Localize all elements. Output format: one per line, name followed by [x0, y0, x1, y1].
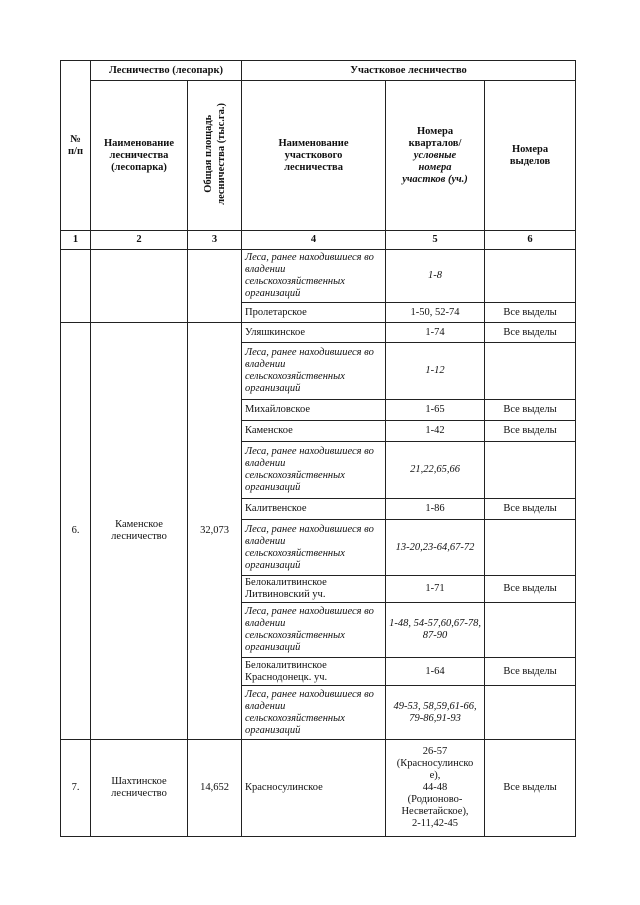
cell-quarters: 49-53, 58,59,61-66, 79-86,91-93 — [386, 686, 485, 740]
cell-district: Леса, ранее находившиеся во владении сельскохозяйственных организаций — [242, 520, 386, 576]
cell-quarters: 13-20,23-64,67-72 — [386, 520, 485, 576]
colnum-1: 1 — [61, 231, 91, 250]
cell-district: Белокалитвинское Литвиновский уч. — [242, 576, 386, 603]
colnum-2: 2 — [91, 231, 188, 250]
cell-sections: Все выделы — [485, 323, 576, 343]
cell-quarters: 1-64 — [386, 658, 485, 686]
cell-quarters: 1-50, 52-74 — [386, 303, 485, 323]
colnum-4: 4 — [242, 231, 386, 250]
forestry-register-table — [60, 60, 576, 837]
cell-quarters: 1-71 — [386, 576, 485, 603]
header-quarters: Номера кварталов/ условные номера участков (уч.) — [386, 81, 485, 231]
cell-district: Пролетарское — [242, 303, 386, 323]
cell-district: Калитвенское — [242, 499, 386, 520]
cell-quarters: 1-8 — [386, 250, 485, 303]
cell-district: Белокалитвинское Краснодонецк. уч. — [242, 658, 386, 686]
cell-quarters: 26-57 (Красносулинско e), 44-48 (Родионово- Несветайское), 2-11,42-45 — [386, 740, 485, 837]
cell-district: Леса, ранее находившиеся во владении сельскохозяйственных организаций — [242, 343, 386, 400]
header-forestry-name: Наименование лесничества (лесопарка) — [91, 81, 188, 231]
cell-sections — [485, 250, 576, 303]
table-row — [61, 250, 576, 303]
cell-sections: Все выделы — [485, 658, 576, 686]
header-district-group: Участковое лесничество — [242, 61, 576, 81]
cell-sections: Все выделы — [485, 421, 576, 442]
header-area — [188, 81, 242, 231]
table-row — [61, 323, 576, 343]
cell-sections: Все выделы — [485, 303, 576, 323]
colnum-3: 3 — [188, 231, 242, 250]
cell-district: Леса, ранее находившиеся во владении сельскохозяйственных организаций — [242, 250, 386, 303]
cell-num: 7. — [61, 740, 91, 837]
colnum-6: 6 — [485, 231, 576, 250]
cell-quarters: 1-48, 54-57,60,67-78, 87-90 — [386, 603, 485, 658]
cell-district: Леса, ранее находившиеся во владении сельскохозяйственных организаций — [242, 442, 386, 499]
cell-sections — [485, 686, 576, 740]
cell-sections: Все выделы — [485, 740, 576, 837]
cell-sections — [485, 442, 576, 499]
header-forestry-group: Лесничество (лесопарк) — [91, 61, 242, 81]
header-area-text: Общая площадь лесничества (тыс.га.) — [202, 102, 227, 205]
cell-district: Леса, ранее находившиеся во владении сельскохозяйственных организаций — [242, 603, 386, 658]
cell-num — [61, 250, 91, 323]
cell-sections — [485, 603, 576, 658]
cell-quarters: 21,22,65,66 — [386, 442, 485, 499]
cell-forestry: Каменское лесничество — [91, 323, 188, 740]
header-sections: Номера выделов — [485, 81, 576, 231]
cell-area — [188, 250, 242, 323]
cell-quarters: 1-42 — [386, 421, 485, 442]
cell-forestry — [91, 250, 188, 323]
cell-district: Каменское — [242, 421, 386, 442]
cell-sections — [485, 520, 576, 576]
cell-area: 14,652 — [188, 740, 242, 837]
table-row — [61, 740, 576, 837]
cell-district: Красносулинское — [242, 740, 386, 837]
cell-quarters: 1-74 — [386, 323, 485, 343]
header-district-name: Наименование участкового лесничества — [242, 81, 386, 231]
colnum-5: 5 — [386, 231, 485, 250]
header-num: № п/п — [61, 61, 91, 231]
cell-quarters: 1-12 — [386, 343, 485, 400]
cell-num: 6. — [61, 323, 91, 740]
cell-district: Уляшкинское — [242, 323, 386, 343]
cell-sections: Все выделы — [485, 499, 576, 520]
cell-quarters: 1-65 — [386, 400, 485, 421]
cell-sections: Все выделы — [485, 400, 576, 421]
cell-sections: Все выделы — [485, 576, 576, 603]
cell-sections — [485, 343, 576, 400]
cell-quarters: 1-86 — [386, 499, 485, 520]
cell-area: 32,073 — [188, 323, 242, 740]
cell-forestry: Шахтинское лесничество — [91, 740, 188, 837]
cell-district: Леса, ранее находившиеся во владении сельскохозяйственных организаций — [242, 686, 386, 740]
cell-district: Михайловское — [242, 400, 386, 421]
